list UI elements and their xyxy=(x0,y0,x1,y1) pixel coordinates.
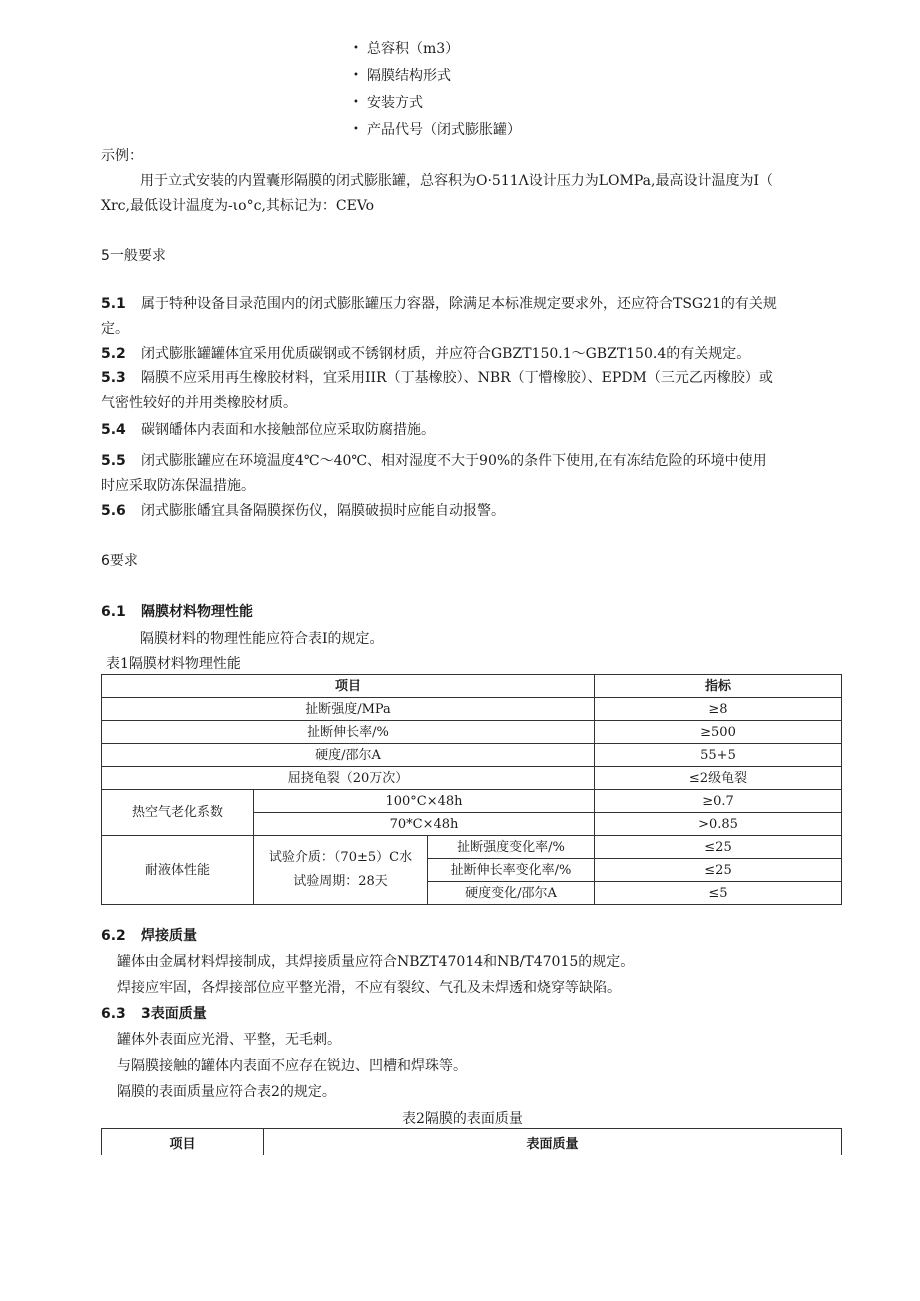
clause-5-6: 5.6 闭式膨胀皤宜具备隔膜探伤仪，隔膜破损时应能自动报警。 xyxy=(101,503,505,519)
table-cell: ≥0.7 xyxy=(595,790,842,813)
table-cell: ≥8 xyxy=(595,698,842,721)
clause-6-2-heading: 6.2 焊接质量 xyxy=(101,928,197,944)
example-line-1: 用于立式安装的内置囊形隔膜的闭式膨胀罐，总容积为O·511Λ设计压力为LOMPa,最高设计温度为I（ xyxy=(140,173,773,189)
bullet-item: • 安装方式 xyxy=(353,95,423,111)
table-cell: 扯断强度变化率/% xyxy=(428,836,595,859)
clause-5-5: 5.5 闭式膨胀罐应在环境温度4℃～40℃、相对湿度不大于90%的条件下使用,在有冻结危险的环境中使用 xyxy=(101,453,767,469)
bullet-item: • 隔膜结构形式 xyxy=(353,68,451,84)
clause-6-3-heading: 6.3 3表面质量 xyxy=(101,1006,207,1022)
clause-6-2-p2: 焊接应牢固，各焊接部位应平整光滑，不应有裂纹、气孔及未焊透和烧穿等缺陷。 xyxy=(117,980,621,996)
clause-6-1-heading: 6.1 隔膜材料物理性能 xyxy=(101,604,253,620)
table-cell: 扯断强度/MPa xyxy=(102,698,595,721)
table-header-item: 项目 xyxy=(102,675,595,698)
table-row xyxy=(102,767,842,790)
table-row xyxy=(102,675,842,698)
table-cell: 扯断伸长率/% xyxy=(102,721,595,744)
table-cell: ≥500 xyxy=(595,721,842,744)
clause-5-5-cont: 时应采取防冻保温措施。 xyxy=(101,478,255,494)
clause-5-4: 5.4 碳钢皤体内表面和水接触部位应采取防腐措施。 xyxy=(101,422,435,438)
table-header-quality: 表面质量 xyxy=(264,1129,842,1156)
example-label: 示例： xyxy=(101,148,143,164)
table-cell-liquid-label: 耐液体性能 xyxy=(102,836,254,905)
table-cell: ≤25 xyxy=(595,836,842,859)
clause-5-1: 5.1 属于特种设备目录范围内的闭式膨胀罐压力容器，除满足本标准规定要求外，还应符合TSG21的有关规 xyxy=(101,296,777,312)
table-cell: 硬度变化/邵尔A xyxy=(428,882,595,905)
table-row xyxy=(102,1129,842,1156)
section-6-title: 6要求 xyxy=(101,553,138,569)
clause-6-3-p2: 与隔膜接触的罐体内表面不应存在锐边、凹槽和焊珠等。 xyxy=(117,1058,467,1074)
example-line-2: Xrc,最低设计温度为-ιo°c,其标记为：CEVo xyxy=(101,198,375,214)
table-cell: 55+5 xyxy=(595,744,842,767)
clause-5-3: 5.3 隔膜不应采用再生橡胶材料，宜采用IIR（丁基橡胶）、NBR（丁懵橡胶）、EPDM（三元乙丙橡胶）或 xyxy=(101,370,773,386)
bullet-icon: • xyxy=(353,124,359,135)
table-row xyxy=(102,790,842,813)
clause-6-2-p1: 罐体由金属材料焊接制成，其焊接质量应符合NBZT47014和NB/T47015的规定。 xyxy=(117,954,635,970)
bullet-item: • 产品代号（闭式膨胀罐） xyxy=(353,122,521,138)
table-row xyxy=(102,721,842,744)
table-2 xyxy=(101,1128,842,1155)
bullet-icon: • xyxy=(353,70,359,81)
table-row xyxy=(102,836,842,859)
table-cell: ≤2级龟裂 xyxy=(595,767,842,790)
table-2-caption: 表2隔膜的表面质量 xyxy=(402,1111,523,1127)
section-5-title: 5一般要求 xyxy=(101,248,166,264)
clause-5-2: 5.2 闭式膨胀罐罐体宜采用优质碳钢或不锈钢材质，并应符合GBZT150.1～GBZT150.4的有关规定。 xyxy=(101,346,751,362)
table-cell: 硬度/邵尔A xyxy=(102,744,595,767)
table-cell: 扯断伸长率变化率/% xyxy=(428,859,595,882)
bullet-icon: • xyxy=(353,97,359,108)
clause-6-1-body: 隔膜材料的物理性能应符合表I的规定。 xyxy=(140,631,384,647)
table-cell: 屈挠龟裂（20万次） xyxy=(102,767,595,790)
table-cell-aging-label: 热空气老化系数 xyxy=(102,790,254,836)
table-cell: 70*C×48h xyxy=(254,813,595,836)
clause-6-3-p1: 罐体外表面应光滑、平整，无毛刺。 xyxy=(117,1032,341,1048)
table-cell: >0.85 xyxy=(595,813,842,836)
bullet-icon: • xyxy=(353,43,359,54)
table-cell: ≤25 xyxy=(595,859,842,882)
table-1 xyxy=(101,674,842,905)
table-cell-liquid-conditions: 试验介质：（70±5）C水 试验周期：28天 xyxy=(254,836,428,905)
table-row xyxy=(102,698,842,721)
clause-6-3-p3: 隔膜的表面质量应符合表2的规定。 xyxy=(117,1084,336,1100)
table-row xyxy=(102,744,842,767)
table-1-caption: 表1隔膜材料物理性能 xyxy=(106,656,241,672)
bullet-item: • 总容积（m3） xyxy=(353,41,460,57)
table-header-item: 项目 xyxy=(102,1129,264,1156)
clause-5-1-cont: 定。 xyxy=(101,321,129,337)
clause-5-3-cont: 气密性较好的并用类橡胶材质。 xyxy=(101,395,297,411)
table-cell: ≤5 xyxy=(595,882,842,905)
table-header-value: 指标 xyxy=(595,675,842,698)
table-cell: 100°C×48h xyxy=(254,790,595,813)
